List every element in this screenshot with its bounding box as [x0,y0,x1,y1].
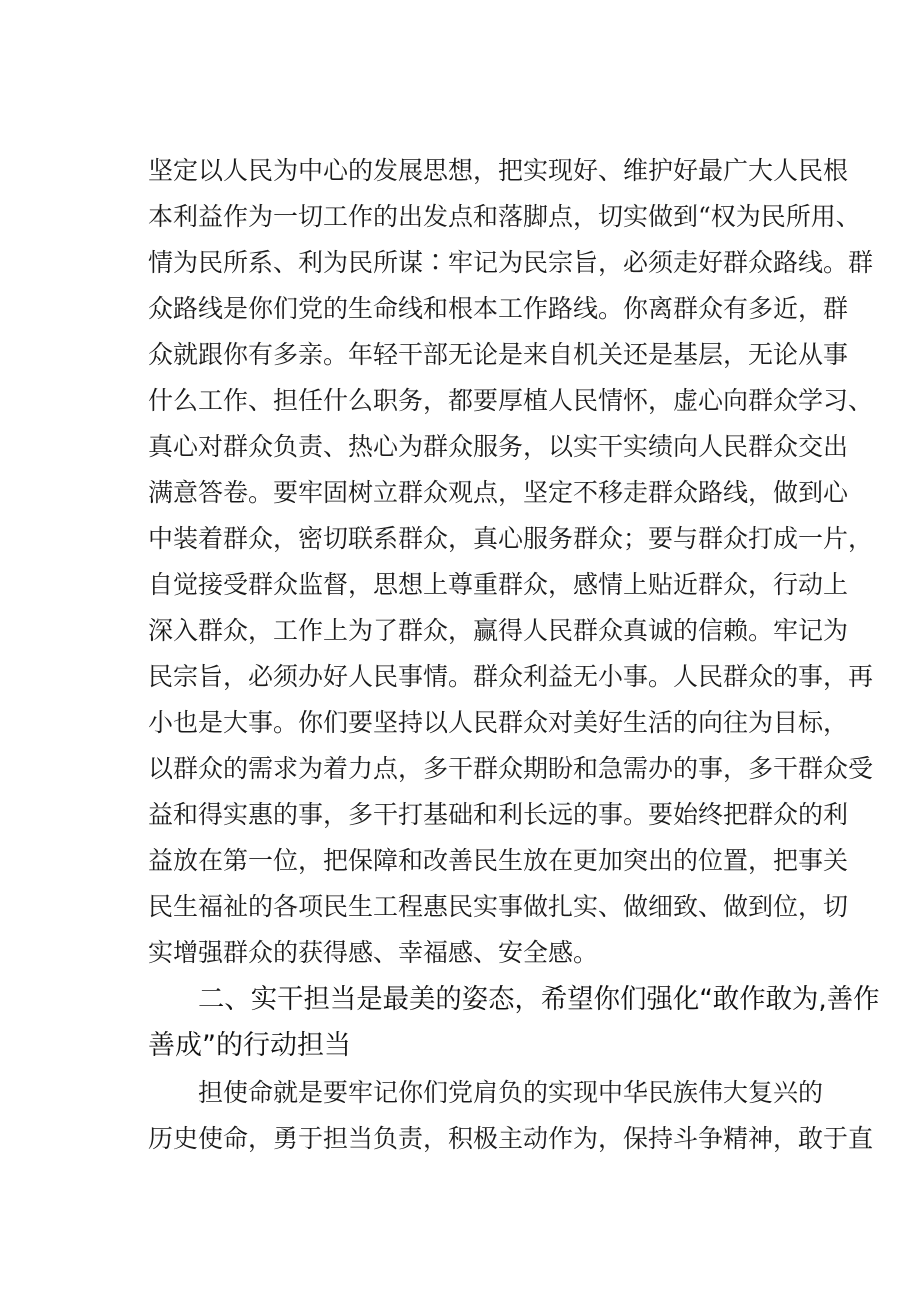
text-line: 什么工作、担任什么职务，都要厚植人民情怀，虚心向群众学习、 [148,386,874,415]
text-line: 坚定以人民为中心的发展思想，把实现好、维护好最广大人民根 [148,156,849,185]
heading-line: 善成”的行动担当 [148,1030,351,1061]
text-line: 实增强群众的获得感、幸福感、安全感。 [148,938,599,967]
text-line: 深入群众，工作上为了群众，赢得人民群众真诚的信赖。牢记为 [148,616,849,645]
text-line: 真心对群众负责、热心为群众服务，以实干实绩向人民群众交出 [148,432,849,461]
text-line: 益和得实惠的事，多干打基础和利长远的事。要始终把群众的利 [148,800,849,829]
text-line: 众就跟你有多亲。年轻干部无论是来自机关还是基层，无论从事 [148,340,849,369]
text-line: 担使命就是要牢记你们党肩负的实现中华民族伟大复兴的 [198,1078,824,1107]
text-line: 自觉接受群众监督，思想上尊重群众，感情上贴近群众，行动上 [148,570,849,599]
text-line: 益放在第一位，把保障和改善民生放在更加突出的位置，把事关 [148,846,849,875]
heading-line: 二、实干担当是最美的姿态，希望你们强化“敢作敢为,善作 [198,984,880,1015]
text-line: 情为民所系、利为民所谋∶牢记为民宗旨，必须走好群众路线。群 [148,248,874,277]
text-line: 小也是大事。你们要坚持以人民群众对美好生活的向往为目标， [148,708,849,737]
text-line: 众路线是你们党的生命线和根本工作路线。你离群众有多近，群 [148,294,849,323]
text-line: 历史使命，勇于担当负责，积极主动作为，保持斗争精神，敢于直 [148,1124,874,1153]
text-line: 以群众的需求为着力点，多干群众期盼和急需办的事，多干群众受 [148,754,874,783]
text-line: 民宗旨，必须办好人民事情。群众利益无小事。人民群众的事，再 [148,662,874,691]
text-line: 中装着群众，密切联系群众，真心服务群众；要与群众打成一片， [148,524,874,553]
text-line: 满意答卷。要牢固树立群众观点，坚定不移走群众路线，做到心 [148,478,849,507]
text-line: 本利益作为一切工作的出发点和落脚点，切实做到“权为民所用、 [148,202,861,231]
text-line: 民生福祉的各项民生工程惠民实事做扎实、做细致、做到位，切 [148,892,849,921]
